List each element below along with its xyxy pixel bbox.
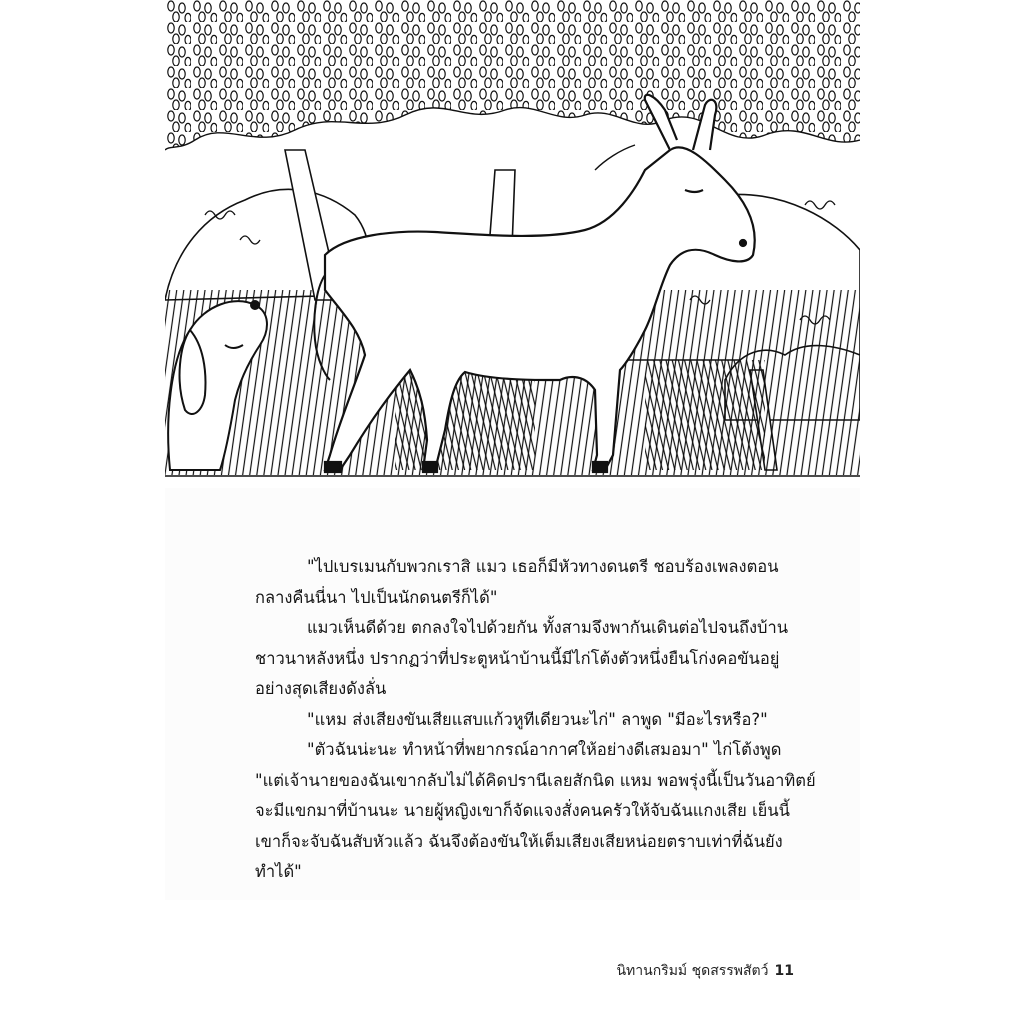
page-footer: [616, 960, 794, 982]
story-line: ชาวนาหลังหนึ่ง ปรากฏว่าที่ประตูหน้าบ้านนี้มีไก่โต้งตัวหนึ่งยืนโก่งคอขันอยู่: [255, 648, 780, 668]
story-line: "ตัวฉันน่ะนะ ทำหน้าที่พยากรณ์อากาศให้อย่างดีเสมอมา" ไก่โต้งพูด: [307, 740, 782, 759]
story-line: "แหม ส่งเสียงขันเสียแสบแก้วหูทีเดียวนะไก่" ลาพูด "มีอะไรหรือ?": [307, 709, 768, 729]
story-line: เขาก็จะจับฉันสับหัวแล้ว ฉันจึงต้องขันให้เต็มเสียงเสียหน่อยตราบเท่าที่ฉันยัง: [255, 831, 783, 851]
story-line: "แต่เจ้านายของฉันเขากลับไม่ได้คิดปรานีเลยสักนิด แหม พอพรุ่งนี้เป็นวันอาทิตย์: [255, 770, 816, 790]
story-line: กลางคืนนี่นา ไปเป็นนักดนตรีก็ได้": [255, 587, 498, 607]
story-line: จะมีแขกมาที่บ้านนะ นายผู้หญิงเขาก็จัดแจงสั่งคนครัวให้จับฉันแกงเสีย เย็นนี้: [255, 801, 790, 820]
story-line: แมวเห็นดีด้วย ตกลงใจไปด้วยกัน ทั้งสามจึงพากันเดินต่อไปจนถึงบ้าน: [307, 618, 789, 637]
story-illustration: [165, 0, 860, 488]
tree-canopy: [165, 0, 860, 150]
story-line: อย่างสุดเสียงดังลั่น: [255, 679, 387, 698]
story-text: [255, 552, 816, 888]
page-number: 11: [774, 963, 794, 979]
story-line: "ไปเบรเมนกับพวกเราสิ แมว เธอก็มีหัวทางดนตรี ชอบร้องเพลงตอน: [307, 557, 779, 576]
series-title: นิทานกริมม์ ชุดสรรพสัตว์: [616, 963, 769, 979]
story-line: ทำได้": [255, 862, 302, 881]
